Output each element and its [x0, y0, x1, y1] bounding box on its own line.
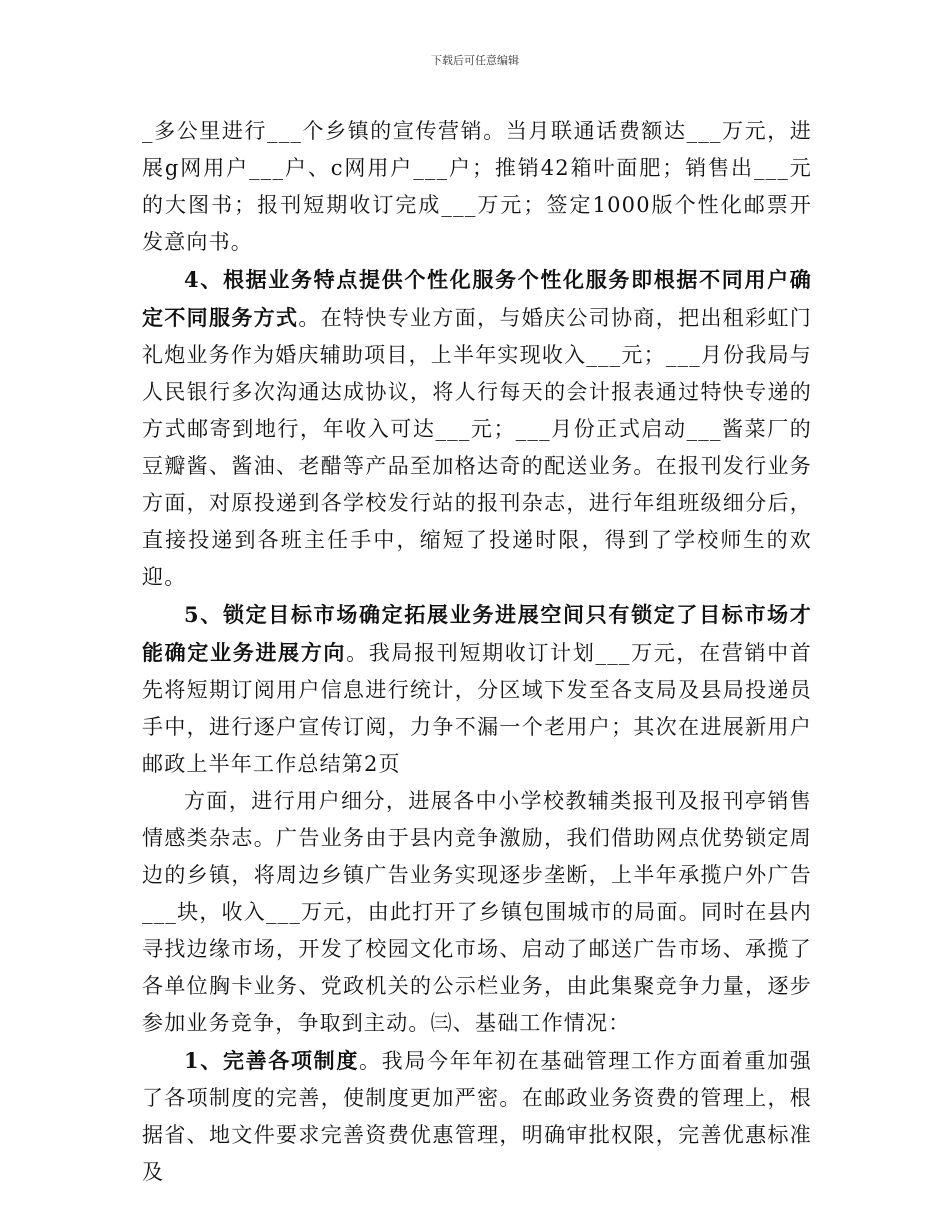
paragraph-heading: 4、根据业务特点提供个性化服务个性化服务即根据不同用户确定不同服务方式 — [142, 267, 812, 330]
paragraph-text: 。我局今年年初在基础管理工作方面着重加强了各项制度的完善，使制度更加严密。在邮政业务资费的管理上，根据省、地文件要求完善资费优惠管理，明确审批权限，完善优惠标准及 — [142, 1049, 812, 1184]
paragraph-heading: 5、锁定目标市场确定拓展业务进展空间只有锁定了目标市场才能确定业务进展方向 — [142, 602, 812, 665]
paragraph-item-1 — [142, 1042, 812, 1191]
paragraph-text: _多公里进行___个乡镇的宣传营销。当月联通话费额达___万元，进展g网用户___户、c网用户___户；推销42箱叶面肥；销售出___元的大图书；报刊短期收订完成___万元；签定1000版个性化邮票开发意向书。 — [142, 119, 812, 254]
paragraph-text: 方面，进行用户细分，进展各中小学校教辅类报刊及报刊亭销售情感类杂志。广告业务由于县内竞争激励，我们借助网点优势锁定周边的乡镇，将周边乡镇广告业务实现逐步垄断，上半年承揽户外广告___块，收入___万元，由此打开了乡镇包围城市的局面。同时在县内寻找边缘市场，开发了校园文化市场、启动了邮送广告市场、承揽了各单位胸卡业务、党政机关的公示栏业务，由此集聚竞争力量，逐步参加业务竞争，争取到主动。㈢、基础工作情况： — [142, 789, 812, 1035]
paragraph-item-5 — [142, 596, 812, 783]
paragraph-item-4 — [142, 261, 812, 596]
paragraph-market-details — [142, 783, 812, 1042]
document-body — [142, 113, 812, 1191]
paragraph-heading: 1、完善各项制度 — [184, 1048, 359, 1073]
paragraph-text: 。在特快专业方面，与婚庆公司协商，把出租彩虹门礼炮业务作为婚庆辅助项目，上半年实现收入___元；___月份我局与人民银行多次沟通达成协议，将人行每天的会计报表通过特快专递的方式邮寄到地行，年收入可达___元；___月份正式启动___酱菜厂的豆瓣酱、酱油、老醋等产品至加格达奇的配送业务。在报刊发行业务方面，对原投递到各学校发行站的报刊杂志，进行年组班级细分后，直接投递到各班主任手中，缩短了投递时限，得到了学校师生的欢迎。 — [142, 306, 812, 589]
paragraph-text: 。我局报刊短期收订计划___万元，在营销中首先将短期订阅用户信息进行统计，分区域下发至各支局及县局投递员手中，进行逐户宣传订阅，力争不漏一个老用户；其次在进展新用户邮政上半年工作总结第2页 — [142, 641, 812, 776]
page-header: 下载后可任意编辑 — [431, 54, 519, 67]
paragraph-continuation — [142, 113, 812, 261]
